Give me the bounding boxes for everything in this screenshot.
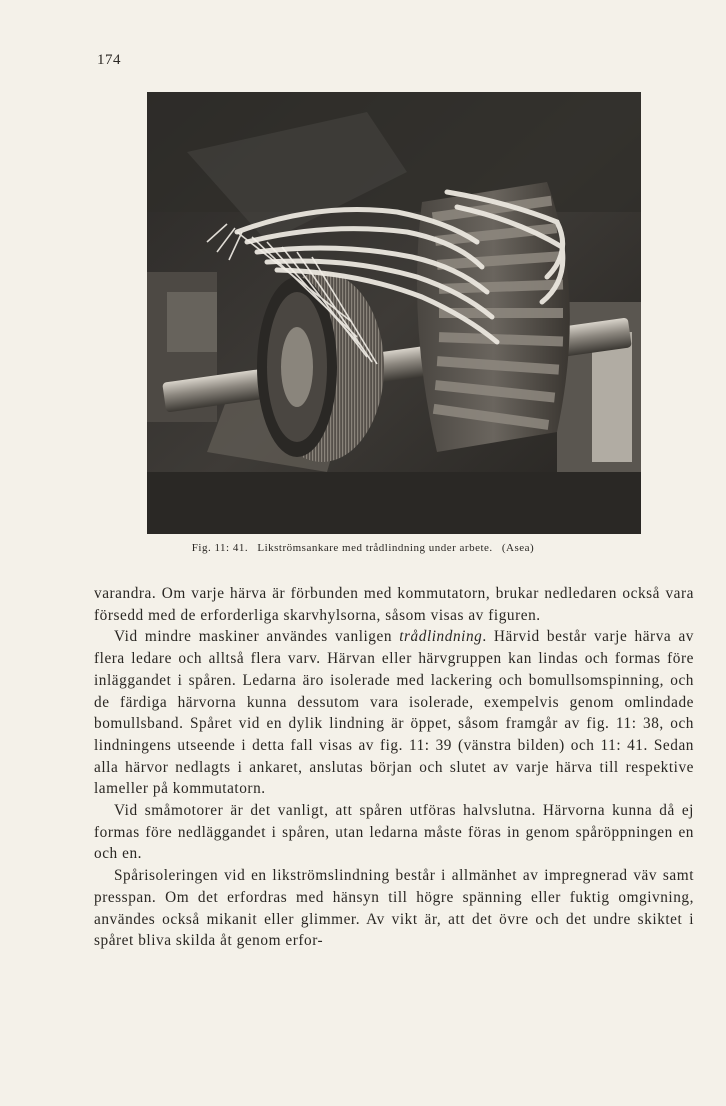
caption-figure-number: Fig. 11: 41. [191,542,249,554]
figure-caption [0,542,726,554]
armature-photo-illustration [147,92,641,534]
paragraph-2 [94,626,694,800]
caption-source: (Asea) [501,542,535,554]
caption-text: Likströmsankare med trådlindning under arbete. [257,542,493,554]
page-number: 174 [97,52,121,68]
paragraph-2-rest: . Härvid består varje härva av flera ledare och alltså flera varv. Härvan eller härvgruppen kan lindas och formas före inläggandet i spåren. Ledarna äro isolerade med lackering och bomullsomspinning, och de färdiga härvorna kunna dessutom vara isolerade, exempelvis genom omlindade bomullsband. Spåret vid en dylik lindning är öppet, såsom framgår av fig. 11: 38, och lindningens utseende i detta fall visas av fig. 11: 39 (vänstra bilden) och 11: 41. Sedan alla härvor nedlagts i ankaret, anslutas början och slutet av varje härva till respektive lameller på kommutatorn. [94,628,694,798]
paragraph-4: Spårisoleringen vid en likströmslindning består i allmänhet av impregnerad väv samt presspan. Om det erfordras med hänsyn till högre spänning eller fuktig omgivning, användes också mikanit eller glimmer. Av vikt är, att det övre och det undre skiktet i spåret bliva skilda åt genom erfor- [94,867,694,950]
paragraph-2-start: Vid mindre maskiner användes vanligen [114,628,400,646]
paragraph-2-emphasis: trådlindning [399,628,483,646]
paragraph-1: varandra. Om varje härva är förbunden med kommutatorn, brukar nedledaren också vara försedd med de erforderliga skarvhylsorna, såsom visas av figuren. [94,585,694,624]
body-text [94,583,694,952]
paragraph-3: Vid småmotorer är det vanligt, att spåren utföras halvslutna. Härvorna kunna då ej formas före nedläggandet i spåren, utan ledarna måste föras in genom spåröppningen en och en. [94,802,694,863]
armature-photograph [147,92,641,534]
